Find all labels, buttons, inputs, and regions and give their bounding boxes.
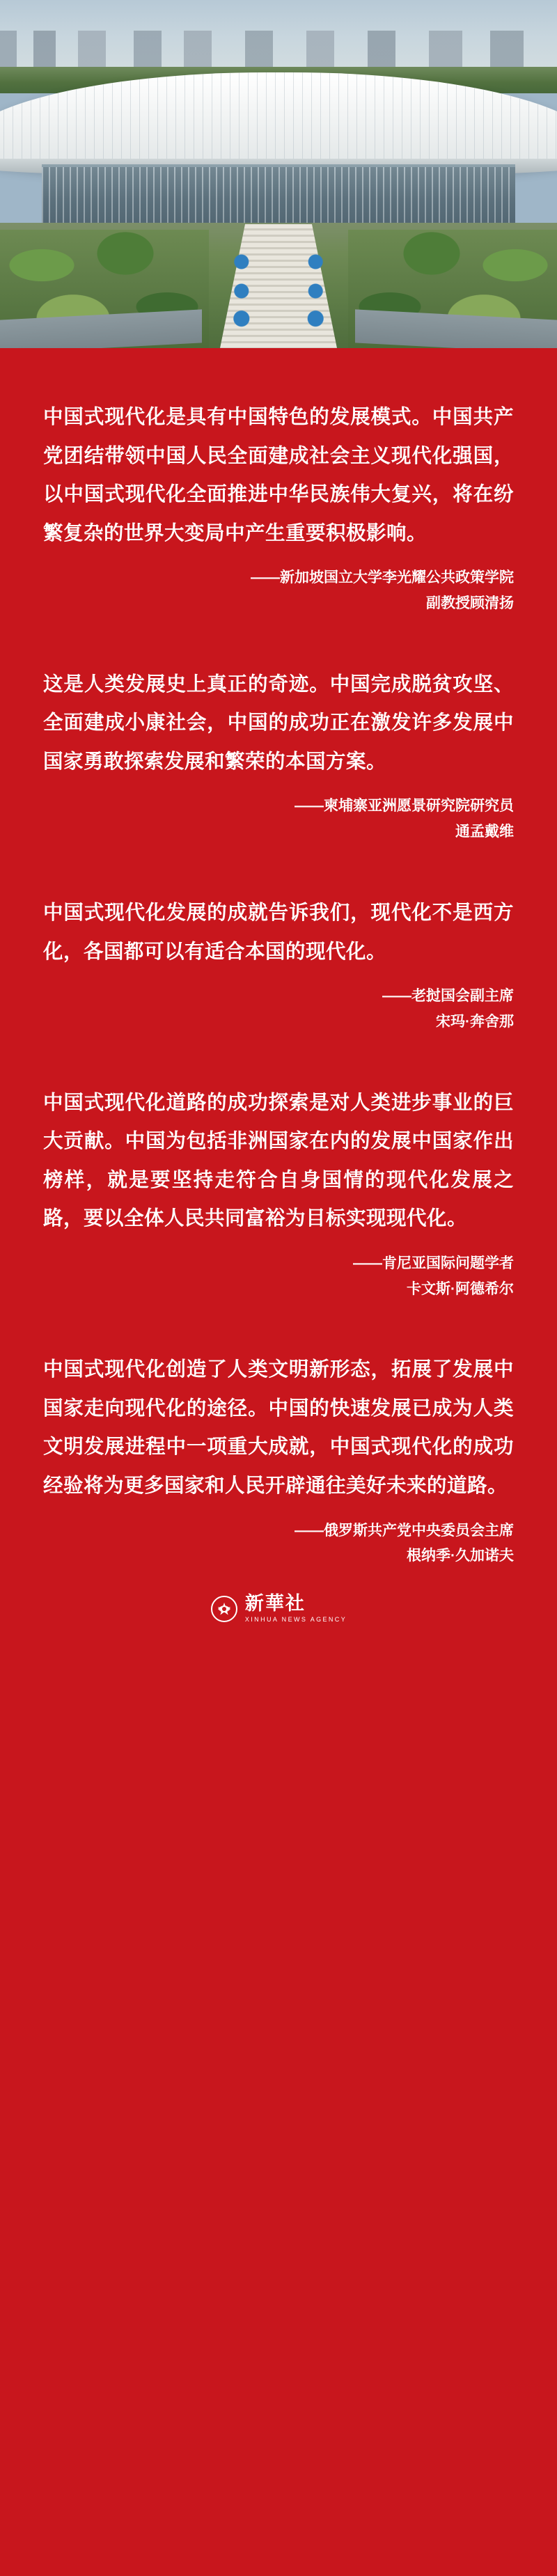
attribution-line-2: 卡文斯·阿德希尔 [407,1280,514,1297]
quote-block [0,894,557,1035]
quote-text: 中国式现代化道路的成功探索是对人类进步事业的巨大贡献。中国为包括非洲国家在内的发展中国家作出榜样，就是要坚持走符合自身国情的现代化发展之路，要以全体人民共同富裕为目标实现现代化。 [43,1091,514,1230]
attribution-line-2: 副教授顾清扬 [426,595,514,611]
quote-block [0,1084,557,1303]
attribution-line-1: ——柬埔寨亚洲愿景研究院研究员 [295,798,514,815]
quotes-section [0,398,557,2576]
quote-attribution [43,565,514,617]
xinhua-emblem-icon [210,1595,238,1623]
logo-chinese-name: 新華社 [244,1593,306,1615]
xinhua-logo-text [245,1594,347,1623]
attribution-line-1: ——肯尼亚国际问题学者 [353,1255,514,1271]
hero-photo [0,0,557,348]
quote-text: 这是人类发展史上真正的奇迹。中国完成脱贫攻坚、全面建成小康社会，中国的成功正在激发许多发展中国家勇敢探索发展和繁荣的本国方案。 [43,673,514,773]
attribution-line-1: ——俄罗斯共产党中央委员会主席 [295,1522,514,1539]
quote-text: 中国式现代化是具有中国特色的发展模式。中国共产党团结带领中国人民全面建成社会主义现代化强国，以中国式现代化全面推进中华民族伟大复兴，将在纷繁复杂的世界大变局中产生重要积极影响。 [43,406,514,544]
quote-attribution [43,1518,514,1570]
quote-text: 中国式现代化发展的成就告诉我们，现代化不是西方化，各国都可以有适合本国的现代化。 [43,901,514,963]
glass-curtain-wall [42,167,515,223]
xinhua-logo [210,1594,347,1623]
stair-planters [230,245,327,329]
attribution-line-1: ——新加坡国立大学李光耀公共政策学院 [251,570,514,586]
quote-attribution [43,984,514,1035]
quote-block [0,398,557,617]
attribution-line-2: 根纳季·久加诺夫 [407,1548,514,1564]
logo-english-name: XINHUA NEWS AGENCY [244,1616,347,1624]
quote-attribution [43,1251,514,1303]
quote-attribution [43,794,514,845]
attribution-line-1: ——老挝国会副主席 [382,988,514,1005]
attribution-line-2: 通孟戴维 [455,824,514,840]
attribution-line-2: 宋玛·奔舍那 [436,1013,514,1030]
quote-text: 中国式现代化创造了人类文明新形态，拓展了发展中国家走向现代化的途径。中国的快速发展已成为人类文明发展进程中一项重大成就，中国式现代化的成功经验将为更多国家和人民开辟通往美好未来的道路。 [43,1358,514,1497]
quote-block [0,1351,557,1569]
quote-block [0,666,557,845]
footer [0,1569,557,1651]
